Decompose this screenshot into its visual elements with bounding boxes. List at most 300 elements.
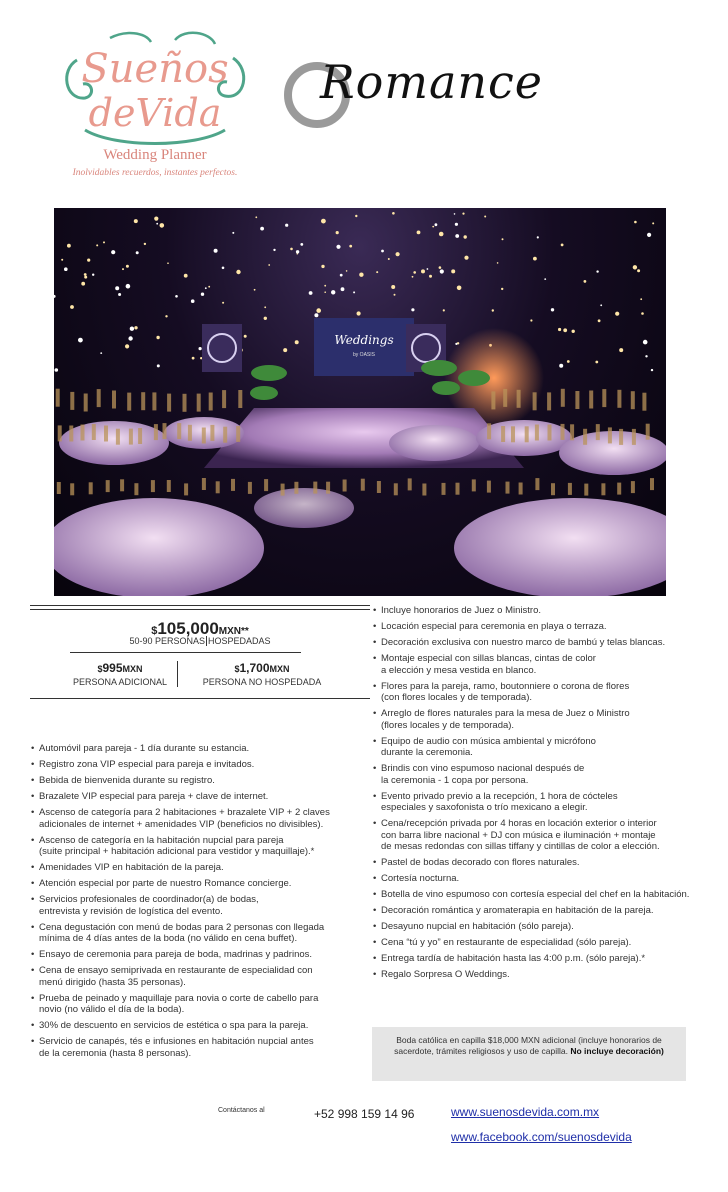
light-dot (652, 222, 654, 224)
light-dot (357, 311, 361, 315)
feature-right-item: • Flores para la pareja, ramo, boutonniere o corona de flores (con flores locales y de temporada). (373, 681, 693, 704)
chair (501, 426, 505, 442)
chair (568, 483, 572, 495)
venue-photo (54, 208, 666, 596)
light-dot (130, 327, 134, 331)
light-dot (184, 274, 188, 278)
non-guest-unit: MXN (269, 664, 290, 674)
note-text: Boda católica en capilla $18,000 MXN adicional (incluye honorarios de sacerdote, trámites religiosos y uso de capilla. (394, 1035, 662, 1056)
non-guest-label: PERSONA NO HOSPEDADA (202, 677, 322, 687)
light-dot (544, 278, 546, 280)
light-dot (78, 338, 83, 343)
light-dot (336, 231, 339, 234)
price-divider-top-inner (30, 609, 370, 610)
light-dot (584, 280, 587, 283)
light-dot (54, 295, 56, 298)
chair (619, 429, 623, 445)
chair (535, 478, 539, 490)
light-dot (111, 250, 115, 254)
light-dot (464, 235, 467, 238)
light-dot (451, 269, 455, 273)
light-dot (464, 256, 468, 260)
feature-left-item: • Cena degustación con menú de bodas para 2 personas con llegada mínima de 4 días antes de la boda (no válido en cena buffet). (31, 922, 366, 945)
feature-left-item: • 30% de descuento en servicios de estética o spa para la pareja. (31, 1020, 366, 1032)
light-dot (236, 270, 240, 274)
light-dot (128, 336, 132, 340)
light-dot (432, 226, 434, 228)
chair (608, 427, 612, 443)
light-dot (214, 249, 218, 253)
chair (70, 483, 74, 495)
light-dot (175, 295, 178, 298)
light-dot (355, 215, 357, 217)
light-dot (640, 298, 642, 300)
feature-left-item: • Cena de ensayo semiprivada en restaurante de especialidad con menú dirigido (hasta 35 personas). (31, 965, 366, 988)
light-dot (454, 213, 456, 215)
light-dot (67, 244, 71, 248)
light-dot (381, 250, 384, 253)
light-dot (349, 245, 352, 248)
non-guest-currency: $ (234, 664, 240, 674)
chair (361, 479, 365, 491)
feature-right-item: • Locación especial para ceremonia en playa o terraza. (373, 621, 693, 633)
light-dot (392, 212, 395, 215)
light-dot (126, 284, 131, 289)
chair (84, 394, 88, 412)
chair (141, 392, 145, 410)
chair (116, 429, 120, 445)
chair (294, 482, 298, 494)
light-dot (551, 308, 554, 311)
light-dot (321, 265, 324, 268)
light-dot (346, 270, 348, 272)
light-dot (84, 276, 87, 279)
light-dot (455, 234, 459, 238)
light-dot (457, 286, 462, 291)
light-dot (572, 330, 575, 333)
chair (222, 390, 226, 408)
chair (547, 392, 551, 410)
light-dot (440, 269, 444, 273)
light-dot (497, 262, 499, 264)
chair (503, 389, 507, 407)
chair (631, 391, 635, 409)
chair (631, 481, 635, 493)
stage-screen (314, 318, 414, 376)
chair (617, 483, 621, 495)
main-price-amount: 105,000 (157, 619, 219, 638)
chair (188, 425, 192, 441)
chair (183, 394, 187, 412)
chair (422, 484, 426, 496)
feature-right-item: • Evento privado previo a la recepción, 1 hora de cócteles especiales y saxofonista o trío mexicano a elegir. (373, 791, 693, 814)
light-dot (134, 326, 137, 329)
website-link[interactable]: www.suenosdevida.com.mx (451, 1105, 600, 1119)
chair (472, 479, 476, 491)
chair (519, 483, 523, 495)
light-dot (417, 231, 421, 235)
note-bold: No incluye decoración) (570, 1045, 664, 1056)
light-dot (122, 268, 124, 270)
light-dot (563, 328, 567, 332)
light-dot (254, 289, 256, 291)
light-dot (55, 368, 59, 372)
catholic-wedding-note (372, 1027, 686, 1081)
light-dot (435, 223, 438, 226)
light-dot (341, 287, 345, 291)
chair (167, 394, 171, 412)
chair (177, 423, 181, 439)
light-dot (295, 340, 299, 344)
chair (57, 482, 61, 494)
light-dot (443, 309, 445, 311)
chair (506, 482, 510, 494)
chair (236, 426, 240, 442)
chair (184, 483, 188, 495)
additional-currency: $ (97, 664, 103, 674)
light-dot (501, 288, 503, 290)
chair (517, 390, 521, 408)
light-dot (651, 369, 653, 371)
feature-left-item: • Atención especial por parte de nuestro Romance concierge. (31, 878, 366, 890)
feature-left-item: • Bebida de bienvenida durante su registro. (31, 775, 366, 787)
light-dot (641, 312, 644, 315)
light-dot (394, 294, 396, 296)
light-dot (359, 273, 363, 277)
package-title: Romance (320, 55, 543, 109)
chair (456, 483, 460, 495)
logo-graphic (55, 30, 255, 148)
light-dot (462, 213, 464, 215)
light-dot (643, 340, 648, 345)
feature-right-item: • Regalo Sorpresa O Weddings. (373, 969, 693, 981)
light-dot (421, 269, 425, 273)
light-dot (167, 262, 169, 264)
chair (104, 426, 108, 442)
non-guest-price (177, 661, 342, 687)
light-dot (191, 299, 195, 303)
facebook-link[interactable]: www.facebook.com/suenosdevida (451, 1130, 632, 1144)
price-divider-middle (70, 652, 301, 653)
chair (97, 389, 101, 407)
chair (326, 482, 330, 494)
feature-right-item: • Cena/recepción privada por 4 horas en locación exterior o interior con barra libre nacional + DJ con música e iluminación + montaje de mesas redondas con sillas tiffany y cintillas de color a elección. (373, 818, 693, 853)
chair (120, 479, 124, 491)
light-dot (413, 271, 416, 274)
chair (209, 393, 213, 411)
light-dot (84, 273, 87, 276)
price-divider-bottom (30, 698, 370, 699)
chair (343, 480, 347, 492)
chair (408, 478, 412, 490)
chair (197, 394, 201, 412)
logo (55, 30, 255, 185)
chair (151, 480, 155, 492)
chair (129, 429, 133, 445)
feature-left-item: • Ascenso de categoría para 2 habitaciones + brazalete VIP + 2 claves adicionales de internet + amenidades VIP (beneficios no divisibles). (31, 807, 366, 830)
light-dot (136, 251, 139, 254)
light-dot (118, 293, 121, 296)
light-dot (87, 259, 90, 262)
light-dot (427, 268, 429, 270)
feature-left-item: • Servicio de canapés, tés e infusiones en habitación nupcial antes de la ceremonia (hasta 8 personas). (31, 1036, 366, 1059)
logo-subtitle: Wedding Planner (103, 147, 207, 163)
chair (583, 429, 587, 445)
venue-photo-illustration (54, 208, 666, 596)
light-dot (376, 271, 378, 273)
light-dot (619, 348, 623, 352)
light-dot (567, 360, 570, 363)
light-dot (336, 245, 340, 249)
feature-left-item: • Brazalete VIP especial para pareja + clave de internet. (31, 791, 366, 803)
light-dot (645, 355, 647, 357)
light-dot (61, 259, 63, 261)
light-dot (264, 306, 266, 308)
svg-text:deVida: deVida (88, 91, 222, 135)
light-dot (502, 238, 504, 240)
light-dot (492, 309, 494, 311)
light-dot (429, 275, 432, 278)
light-dot (559, 364, 563, 368)
light-dot (600, 304, 602, 306)
light-dot (637, 269, 640, 272)
light-dot (324, 285, 326, 287)
chair (602, 389, 606, 407)
light-dot (260, 227, 264, 231)
chair (163, 423, 167, 439)
light-dot (309, 291, 313, 295)
chair (106, 480, 110, 492)
chair (377, 481, 381, 493)
chair (112, 391, 116, 409)
chair (442, 483, 446, 495)
feature-right-item: • Decoración exclusiva con nuestro marco de bambú y telas blancas. (373, 637, 693, 649)
chair (70, 392, 74, 410)
feature-right-item: • Entrega tardía de habitación hasta las 4:00 p.m. (sólo pareja).* (373, 953, 693, 965)
chair (69, 426, 73, 442)
chair (152, 392, 156, 410)
light-dot (160, 223, 165, 228)
feature-left-item: • Prueba de peinado y maquillaje para novia o corte de cabello para novio (no válido el día de la boda). (31, 993, 366, 1016)
chair (575, 391, 579, 409)
light-dot (290, 248, 293, 251)
light-dot (126, 265, 129, 268)
chair (264, 479, 268, 491)
chair (487, 481, 491, 493)
screen-brand-sub: by OASIS (353, 352, 375, 358)
light-dot (222, 267, 225, 270)
chair (561, 424, 565, 440)
chair (561, 389, 565, 407)
chair (248, 482, 252, 494)
light-dot (455, 223, 458, 226)
chair (632, 429, 636, 445)
main-price-unit: MXN** (218, 626, 249, 637)
main-price-guests: 50-90 PERSONAS (129, 636, 205, 646)
chair (551, 483, 555, 495)
light-dot (100, 352, 102, 354)
light-dot (484, 216, 486, 218)
light-dot (533, 257, 537, 261)
light-dot (192, 357, 195, 360)
light-dot (156, 336, 159, 339)
light-dot (157, 364, 160, 367)
light-dot (285, 224, 288, 227)
feature-left-item: • Ensayo de ceremonia para pareja de boda, madrinas y padrinos. (31, 949, 366, 961)
svg-text:Sueños: Sueños (81, 46, 229, 92)
feature-right-item: • Pastel de bodas decorado con flores naturales. (373, 857, 693, 869)
additional-unit: MXN (122, 664, 143, 674)
chair (210, 425, 214, 441)
light-dot (96, 244, 98, 246)
light-dot (144, 243, 146, 245)
chair (134, 483, 138, 495)
chair (650, 478, 654, 490)
light-dot (530, 319, 532, 321)
light-dot (340, 274, 343, 277)
chair (601, 483, 605, 495)
features-list-left (31, 743, 366, 1064)
chair (313, 482, 317, 494)
light-dot (324, 291, 326, 293)
price-divider-top (30, 605, 370, 606)
chair (533, 392, 537, 410)
feature-left-item: • Automóvil para pareja - 1 día durante su estancia. (31, 743, 366, 755)
main-price-detail (30, 636, 370, 646)
chair (596, 424, 600, 440)
feature-right-item: • Desayuno nupcial en habitación (sólo pareja). (373, 921, 693, 933)
light-dot (391, 285, 395, 289)
chair (56, 389, 60, 407)
light-dot (439, 232, 444, 237)
light-dot (205, 287, 207, 289)
chair (89, 482, 93, 494)
chair (238, 390, 242, 408)
light-dot (647, 233, 651, 237)
non-guest-amount: 1,700 (239, 661, 270, 675)
light-dot (300, 243, 303, 246)
light-dot (595, 361, 598, 364)
chair (223, 427, 227, 443)
light-dot (268, 264, 270, 266)
light-dot (615, 312, 619, 316)
light-dot (439, 266, 442, 269)
contact-phone: +52 998 159 14 96 (314, 1107, 415, 1121)
chair (491, 391, 495, 409)
chair (92, 424, 96, 440)
light-dot (244, 335, 247, 338)
chair (646, 424, 650, 440)
light-dot (103, 241, 105, 243)
chair (202, 478, 206, 490)
chair (511, 426, 515, 442)
light-dot (596, 270, 598, 272)
light-dot (255, 216, 257, 218)
light-dot (264, 317, 267, 320)
chair (589, 391, 593, 409)
feature-right-item: • Equipo de audio con música ambiental y micrófono durante la ceremonia. (373, 736, 693, 759)
feature-left-item: • Ascenso de categoría en la habitación nupcial para pareja (suite principal + habitación adicional para vestidor y maquillaje).* (31, 835, 366, 858)
light-dot (208, 286, 210, 288)
light-dot (64, 267, 68, 271)
light-dot (331, 290, 335, 294)
feature-right-item: • Brindis con vino espumoso nacional después de la ceremonia - 1 copa por persona. (373, 763, 693, 786)
chair (127, 393, 131, 411)
chair (548, 425, 552, 441)
logo-tagline: Inolvidables recuerdos, instantes perfectos. (72, 168, 238, 178)
light-dot (134, 219, 138, 223)
light-dot (156, 223, 158, 225)
feature-right-item: • Arreglo de flores naturales para la mesa de Juez o Ministro (flores locales y de temporada). (373, 708, 693, 731)
chair (202, 428, 206, 444)
light-dot (633, 265, 637, 269)
additional-label: PERSONA ADICIONAL (72, 677, 168, 687)
feature-right-item: • Decoración romántica y aromaterapia en habitación de la pareja. (373, 905, 693, 917)
chair (138, 428, 142, 444)
additional-person-price (40, 661, 200, 687)
chair (231, 479, 235, 491)
chair (58, 425, 62, 441)
chair (154, 424, 158, 440)
chair (617, 390, 621, 408)
light-dot (165, 315, 167, 317)
main-price-hosted: HOSPEDADAS (208, 636, 271, 646)
light-dot (321, 219, 326, 224)
light-dot (283, 348, 287, 352)
feature-left-item: • Amenidades VIP en habitación de la pareja. (31, 862, 366, 874)
chair (281, 484, 285, 496)
light-dot (412, 276, 414, 278)
feature-left-item: • Registro zona VIP especial para pareja e invitados. (31, 759, 366, 771)
chair (167, 480, 171, 492)
feature-right-item: • Incluye honorarios de Juez o Ministro. (373, 605, 693, 617)
light-dot (316, 308, 321, 313)
light-dot (125, 344, 129, 348)
light-dot (115, 286, 119, 290)
chair (570, 424, 574, 440)
light-dot (537, 236, 539, 238)
main-price-currency: $ (151, 625, 158, 637)
light-dot (314, 313, 318, 317)
package-brand (282, 55, 612, 135)
feature-right-item: • Cena “tú y yo” en restaurante de especialidad (sólo pareja). (373, 937, 693, 949)
light-dot (222, 302, 224, 304)
light-dot (92, 274, 94, 276)
light-dot (598, 319, 601, 322)
feature-right-item: • Montaje especial con sillas blancas, cintas de color a elección y mesa vestida en blanco. (373, 653, 693, 676)
light-dot (296, 250, 299, 253)
light-dot (411, 308, 414, 311)
light-dot (70, 305, 74, 309)
chair (81, 425, 85, 441)
light-dot (634, 221, 637, 224)
feature-right-item: • Botella de vino espumoso con cortesía especial del chef en la habitación. (373, 889, 693, 901)
additional-amount: 995 (102, 661, 123, 675)
screen-brand: Weddings (334, 333, 394, 347)
light-dot (396, 252, 400, 256)
chair (394, 483, 398, 495)
light-dot (273, 249, 275, 251)
light-dot (561, 244, 564, 247)
features-list-right (373, 605, 693, 985)
light-dot (353, 291, 355, 293)
light-dot (81, 282, 85, 286)
feature-right-item: • Cortesía nocturna. (373, 873, 693, 885)
chair (584, 484, 588, 496)
light-dot (558, 328, 561, 331)
chair (642, 393, 646, 411)
chair (525, 426, 529, 442)
